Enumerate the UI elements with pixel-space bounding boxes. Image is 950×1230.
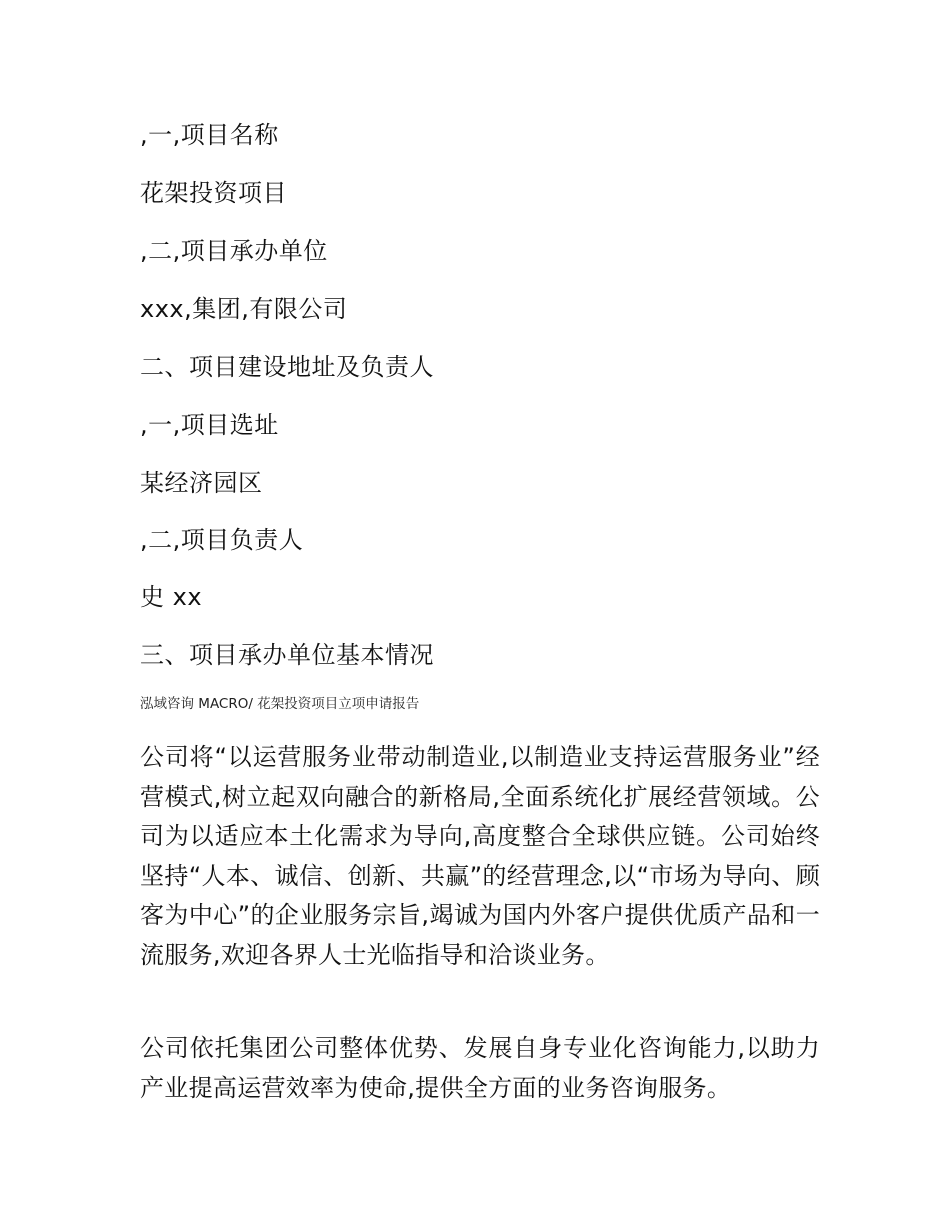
paragraph-company-consulting: 公司依托集团公司整体优势、发展自身专业化咨询能力,以助力产业提高运营效率为使命,提供全方面的业务咨询服务。 [140,1034,820,1102]
section-heading-project-leader: ,二,项目负责人 [140,526,304,554]
project-name-value: 花架投资项目 [140,179,287,207]
project-site-value: 某经济园区 [140,469,263,497]
section-heading-project-site: ,一,项目选址 [140,411,279,439]
section-heading-project-name: ,一,项目名称 [140,121,279,149]
paragraph-company-philosophy: 公司将“以运营服务业带动制造业,以制造业支持运营服务业”经营模式,树立起双向融合的新格局,全面系统化扩展经营领域。公司为以适应本土化需求为导向,高度整合全球供应链。公司始终坚持“人本、诚信、创新、共赢”的经营理念,以“市场为导向、顾客为中心”的企业服务宗旨,竭诚为国内外客户提供优质产品和一流服务,欢迎各界人士光临指导和洽谈业务。 [140,743,820,969]
chapter-heading-address-and-leader: 二、项目建设地址及负责人 [140,353,434,381]
project-leader-value: 史 xx [140,583,203,611]
chapter-heading-unit-overview: 三、项目承办单位基本情况 [140,641,434,669]
running-header-note: 泓域咨询 MACRO/ 花架投资项目立项申请报告 [140,696,420,712]
section-heading-undertaking-unit: ,二,项目承办单位 [140,237,328,265]
undertaking-unit-value: xxx,集团,有限公司 [140,295,348,323]
